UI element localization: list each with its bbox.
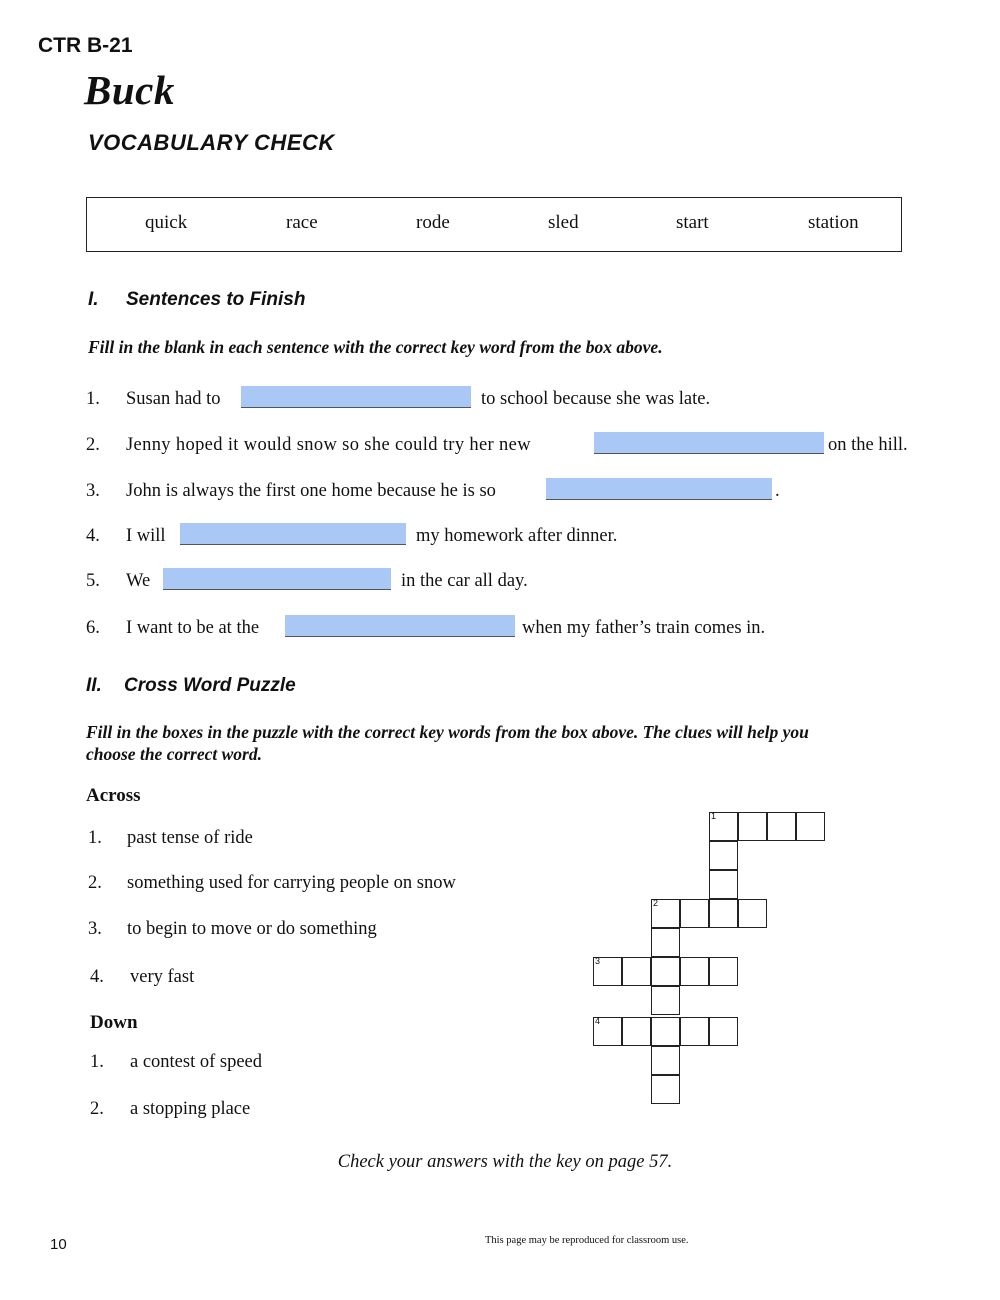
clue-number: 1.	[90, 1052, 104, 1072]
section-heading-2	[86, 675, 296, 697]
crossword-cell[interactable]	[651, 957, 680, 986]
key-word-box	[86, 197, 902, 252]
key-word: start	[676, 212, 709, 233]
down-label: Down	[90, 1012, 138, 1033]
section-instruction: choose the correct word.	[86, 744, 262, 764]
sentence-text-after: on the hill.	[828, 435, 908, 455]
sentence-text-after: my homework after dinner.	[416, 526, 618, 546]
sentence-text-after: when my father’s train comes in.	[522, 618, 766, 638]
section-instruction: Fill in the blank in each sentence with the correct key word from the box above.	[88, 337, 663, 357]
clue-text: something used for carrying people on snow	[127, 873, 456, 893]
crossword-cell[interactable]	[593, 1017, 622, 1046]
sentence-number: 4.	[86, 526, 100, 546]
section-title: Sentences to Finish	[126, 289, 306, 310]
key-word: rode	[416, 212, 450, 233]
crossword-cell[interactable]	[709, 1017, 738, 1046]
sentence-text-before: Susan had to	[126, 389, 221, 409]
answer-blank[interactable]	[546, 478, 772, 500]
sentence-text-after: to school because she was late.	[481, 389, 711, 409]
cell-number: 3	[595, 956, 601, 966]
answer-blank[interactable]	[180, 523, 406, 545]
sentence-text-before: I will	[126, 526, 166, 546]
crossword-cell[interactable]	[709, 812, 738, 841]
sentence-number: 5.	[86, 571, 100, 591]
crossword-cell[interactable]	[738, 812, 767, 841]
answer-blank[interactable]	[241, 386, 471, 408]
crossword-cell[interactable]	[709, 841, 738, 870]
section-instruction: Fill in the boxes in the puzzle with the correct key words from the box above. The clues will help you	[86, 722, 809, 742]
sentence-text-before: We	[126, 571, 151, 591]
answer-blank[interactable]	[594, 432, 824, 454]
crossword-cell[interactable]	[680, 957, 709, 986]
crossword-cell[interactable]	[651, 1017, 680, 1046]
sentence-number: 3.	[86, 481, 100, 501]
crossword-cell[interactable]	[680, 1017, 709, 1046]
crossword-cell[interactable]	[651, 1046, 680, 1075]
section-title: Cross Word Puzzle	[124, 675, 296, 696]
crossword-cell[interactable]	[767, 812, 796, 841]
sentence-text-after: in the car all day.	[401, 571, 528, 591]
crossword-cell[interactable]	[593, 957, 622, 986]
page-number: 10	[50, 1236, 67, 1253]
clue-number: 1.	[88, 828, 102, 848]
crossword-cell[interactable]	[651, 1075, 680, 1104]
crossword-cell[interactable]	[622, 957, 651, 986]
key-word: race	[286, 212, 318, 233]
clue-number: 2.	[88, 873, 102, 893]
crossword-cell[interactable]	[651, 986, 680, 1015]
clue-text: past tense of ride	[127, 828, 253, 848]
page-title: Buck	[84, 67, 175, 113]
key-word: quick	[145, 212, 188, 233]
cell-number: 4	[595, 1016, 601, 1026]
reproduction-note: This page may be reproduced for classroom use.	[485, 1235, 689, 1246]
answer-key-note: Check your answers with the key on page 57.	[337, 1152, 673, 1172]
sentence-number: 1.	[86, 389, 100, 409]
sentence-text-after: .	[775, 481, 780, 501]
key-word: sled	[548, 212, 579, 233]
clue-text: a contest of speed	[130, 1052, 263, 1072]
across-label: Across	[86, 785, 141, 806]
section-number: I.	[88, 289, 99, 310]
crossword-cell[interactable]	[709, 899, 738, 928]
section-heading-1	[88, 289, 305, 311]
crossword-cell[interactable]	[796, 812, 825, 841]
worksheet-code: CTR B-21	[38, 34, 133, 57]
crossword-cell[interactable]	[738, 899, 767, 928]
sentence-number: 2.	[86, 435, 100, 455]
answer-blank[interactable]	[285, 615, 515, 637]
clue-text: to begin to move or do something	[127, 919, 377, 939]
sentence-text-before: John is always the first one home because he is so	[126, 481, 496, 501]
crossword-cell[interactable]	[651, 899, 680, 928]
clue-text: a stopping place	[130, 1099, 251, 1119]
cell-number: 1	[711, 811, 717, 821]
clue-number: 2.	[90, 1099, 104, 1119]
clue-number: 3.	[88, 919, 102, 939]
clue-number: 4.	[90, 967, 104, 987]
crossword-cell[interactable]	[680, 899, 709, 928]
section-number: II.	[86, 675, 102, 696]
key-word: station	[808, 212, 859, 233]
crossword-cell[interactable]	[651, 928, 680, 957]
clue-text: very fast	[130, 967, 195, 987]
sentence-text-before: I want to be at the	[126, 618, 260, 638]
cell-number: 2	[653, 898, 659, 908]
crossword-cell[interactable]	[709, 957, 738, 986]
page-subtitle: VOCABULARY CHECK	[88, 130, 335, 155]
crossword-cell[interactable]	[622, 1017, 651, 1046]
sentence-number: 6.	[86, 618, 100, 638]
answer-blank[interactable]	[163, 568, 391, 590]
crossword-cell[interactable]	[709, 870, 738, 899]
sentence-text-before: Jenny hoped it would snow so she could try her new	[126, 435, 531, 455]
